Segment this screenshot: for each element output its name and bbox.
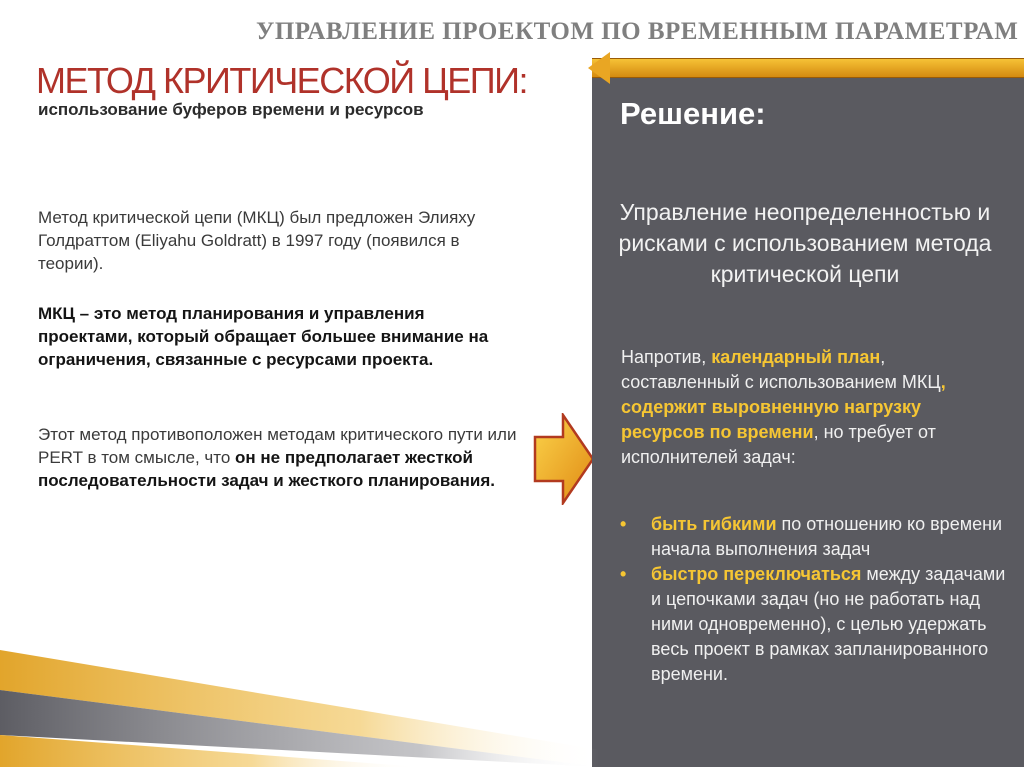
right-arrow-icon	[533, 413, 595, 505]
bullet-text: между задачами и цепочками задач (но не работать над ними одновременно), с целью удержать весь проект в рамках запланированного времени.	[651, 564, 1006, 684]
comparison-paragraph	[38, 423, 518, 492]
sub-heading: использование буферов времени и ресурсов	[38, 100, 424, 119]
list-item	[620, 562, 1010, 687]
definition-paragraph: МКЦ – это метод планирования и управления проектами, который обращает большее внимание на ограничения, связанные с ресурсами проекта.	[38, 304, 489, 369]
bullet-icon: •	[620, 564, 627, 584]
requirements-list	[620, 512, 1010, 687]
bullet-highlight: быть гибкими	[651, 514, 777, 534]
page-header-title: УПРАВЛЕНИЕ ПРОЕКТОМ ПО ВРЕМЕННЫМ ПАРАМЕТРАМ	[256, 18, 1019, 45]
bullet-text: по отношению ко времени начала выполнения задач	[651, 514, 1003, 559]
decorative-stripes	[0, 640, 600, 767]
panel-title: Решение:	[620, 96, 766, 131]
comparison-text: Этот метод противоположен методам критического пути или PERT в том смысле, что	[38, 425, 517, 467]
body-highlight-2: , содержит выровненную нагрузку ресурсов по времени	[621, 372, 946, 442]
body-text-3: , но требует от исполнителей задач:	[621, 422, 936, 467]
panel-lead: Управление неопределенностью и рисками с использованием метода критической цепи	[618, 199, 992, 287]
intro-paragraph: Метод критической цепи (МКЦ) был предложен Элияху Голдраттом (Eliyahu Goldratt) в 1997 году (появился в теории).	[38, 208, 476, 273]
bullet-icon: •	[620, 514, 627, 534]
body-text-1: Напротив,	[621, 347, 712, 367]
panel-top-bar	[592, 58, 1024, 78]
back-arrow-icon	[588, 52, 610, 84]
list-item	[620, 512, 1010, 562]
bullet-highlight: быстро переключаться	[651, 564, 862, 584]
main-heading: МЕТОД КРИТИЧЕСКОЙ ЦЕПИ:	[36, 60, 528, 101]
body-text-2: , составленный с использованием МКЦ	[621, 347, 941, 392]
body-highlight-1: календарный план	[711, 347, 881, 367]
comparison-emphasis: он не предполагает жесткой последовательности задач и жесткого планирования.	[38, 448, 495, 490]
panel-body-paragraph	[621, 345, 1006, 470]
